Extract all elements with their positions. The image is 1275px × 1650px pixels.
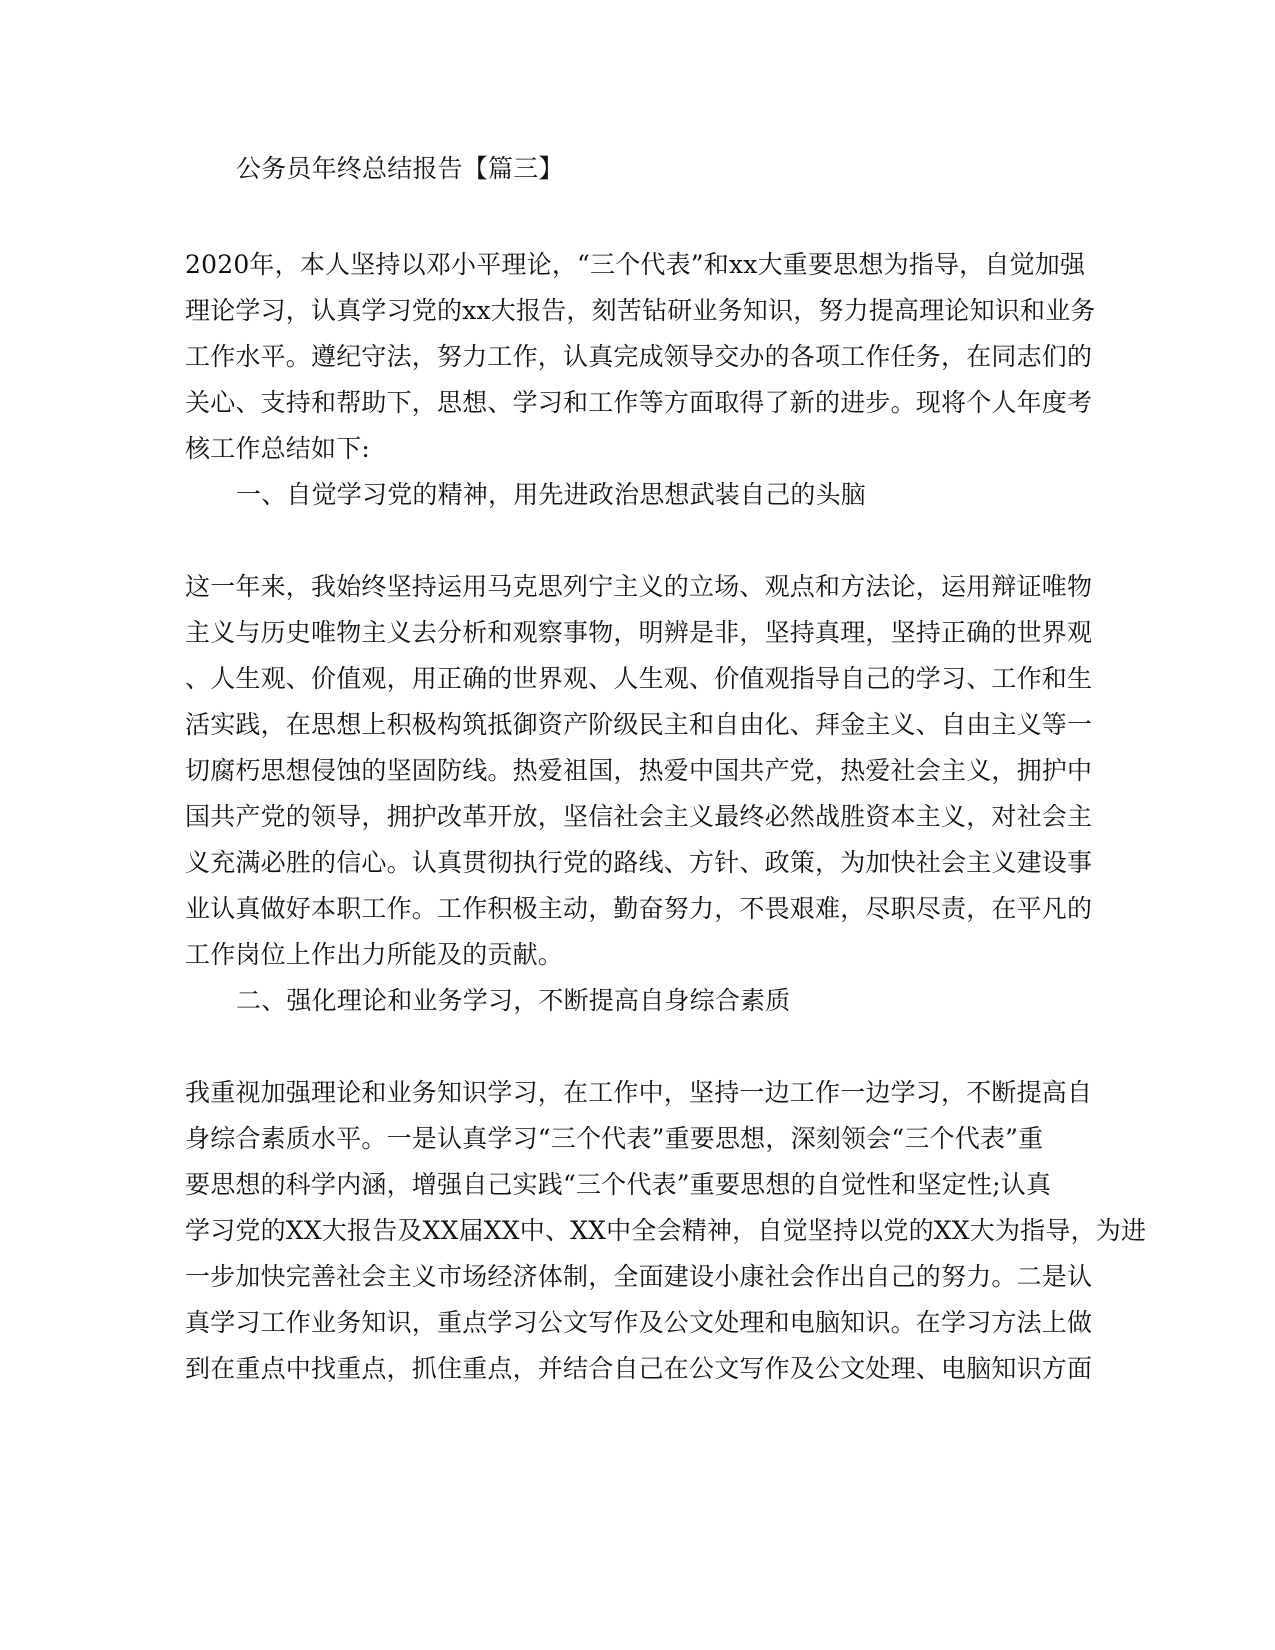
paragraph-line: 到在重点中找重点，抓住重点，并结合自己在公文写作及公文处理、电脑知识方面	[185, 1354, 1093, 1383]
paragraph-line: 要思想的科学内涵，增强自己实践“三个代表”重要思想的自觉性和坚定性;认真	[185, 1170, 1052, 1199]
section-heading-2: 二、强化理论和业务学习，不断提高自身综合素质	[236, 986, 791, 1015]
paragraph-line: 学习党的XX大报告及XX届XX中、XX中全会精神，自觉坚持以党的XX大为指导，为进	[185, 1216, 1147, 1245]
paragraph-line: 工作岗位上作出力所能及的贡献。	[185, 940, 564, 969]
paragraph-line: 工作水平。遵纪守法，努力工作，认真完成领导交办的各项工作任务，在同志们的	[185, 342, 1093, 371]
paragraph-line: 2020年，本人坚持以邓小平理论，“三个代表”和xx大重要思想为指导，自觉加强	[185, 250, 1086, 279]
paragraph-line: 理论学习，认真学习党的xx大报告，刻苦钻研业务知识，努力提高理论知识和业务	[185, 296, 1096, 325]
paragraph-line: 这一年来，我始终坚持运用马克思列宁主义的立场、观点和方法论，运用辩证唯物	[185, 572, 1093, 601]
paragraph-line: 我重视加强理论和业务知识学习，在工作中，坚持一边工作一边学习，不断提高自	[185, 1078, 1093, 1107]
paragraph-line: 、人生观、价值观，用正确的世界观、人生观、价值观指导自己的学习、工作和生	[185, 664, 1093, 693]
paragraph-line: 义充满必胜的信心。认真贯彻执行党的路线、方针、政策，为加快社会主义建设事	[185, 848, 1093, 877]
document-title: 公务员年终总结报告【篇三】	[236, 154, 564, 183]
paragraph-line: 真学习工作业务知识，重点学习公文写作及公文处理和电脑知识。在学习方法上做	[185, 1308, 1093, 1337]
section-heading-1: 一、自觉学习党的精神，用先进政治思想武装自己的头脑	[236, 480, 867, 509]
paragraph-line: 业认真做好本职工作。工作积极主动，勤奋努力，不畏艰难，尽职尽责，在平凡的	[185, 894, 1093, 923]
paragraph-line: 身综合素质水平。一是认真学习“三个代表”重要思想，深刻领会“三个代表”重	[185, 1124, 1044, 1153]
paragraph-line: 主义与历史唯物主义去分析和观察事物，明辨是非，坚持真理，坚持正确的世界观	[185, 618, 1093, 647]
paragraph-line: 关心、支持和帮助下，思想、学习和工作等方面取得了新的进步。现将个人年度考	[185, 388, 1093, 417]
paragraph-line: 切腐朽思想侵蚀的坚固防线。热爱祖国，热爱中国共产党，热爱社会主义，拥护中	[185, 756, 1093, 785]
paragraph-line: 国共产党的领导，拥护改革开放，坚信社会主义最终必然战胜资本主义，对社会主	[185, 802, 1093, 831]
paragraph-line: 一步加快完善社会主义市场经济体制，全面建设小康社会作出自己的努力。二是认	[185, 1262, 1093, 1291]
paragraph-line: 活实践，在思想上积极构筑抵御资产阶级民主和自由化、拜金主义、自由主义等一	[185, 710, 1093, 739]
paragraph-line: 核工作总结如下:	[185, 434, 371, 463]
